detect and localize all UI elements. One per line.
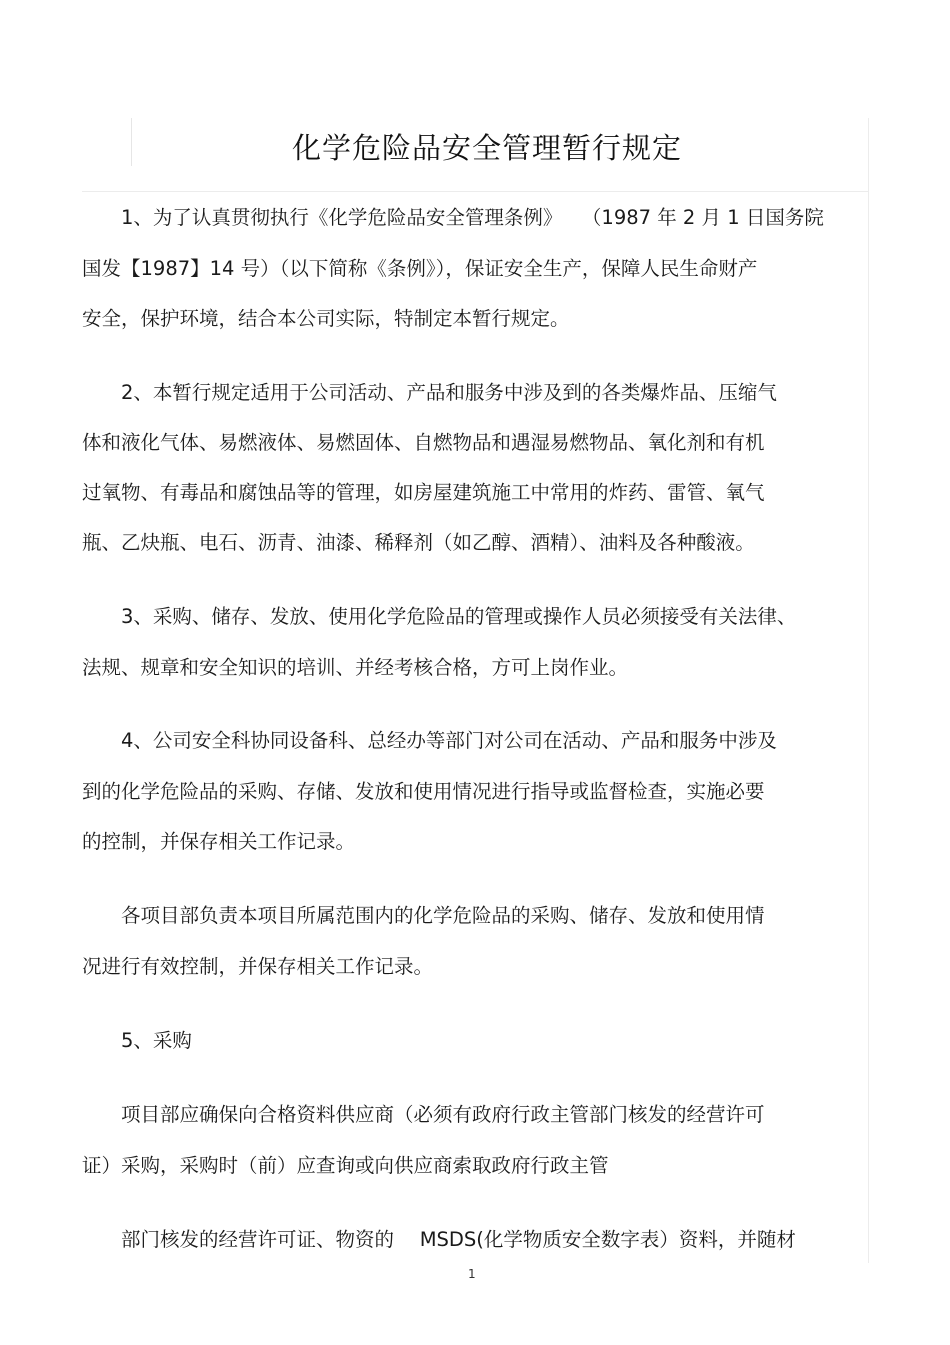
- paragraph-line: 1、为了认真贯彻执行《化学危险品安全管理条例》 （1987 年 2 月 1 日国务院: [121, 206, 824, 229]
- section-heading: 5、采购: [121, 1029, 192, 1052]
- paragraph-line: 况进行有效控制，并保存相关工作记录。: [82, 955, 434, 978]
- paragraph-line: 安全，保护环境，结合本公司实际，特制定本暂行规定。: [82, 307, 570, 330]
- paragraph-line: 4、公司安全科协同设备科、总经办等部门对公司在活动、产品和服务中涉及: [121, 729, 777, 752]
- header-left-rule: [131, 118, 132, 166]
- header-bottom-rule: [82, 191, 868, 192]
- document-title: 化学危险品安全管理暂行规定: [292, 131, 683, 165]
- paragraph-line: 项目部应确保向合格资料供应商（必须有政府行政主管部门核发的经营许可: [121, 1103, 765, 1126]
- page-number: 1: [468, 1267, 476, 1281]
- paragraph-line: 2、本暂行规定适用于公司活动、产品和服务中涉及到的各类爆炸品、压缩气: [121, 381, 777, 404]
- paragraph-line: 体和液化气体、易燃液体、易燃固体、自燃物品和遇湿易燃物品、氧化剂和有机: [82, 431, 765, 454]
- paragraph-line: 证）采购，采购时（前）应查询或向供应商索取政府行政主管: [82, 1154, 609, 1177]
- paragraph-line: 各项目部负责本项目所属范围内的化学危险品的采购、储存、发放和使用情: [121, 904, 765, 927]
- paragraph-line: 到的化学危险品的采购、存储、发放和使用情况进行指导或监督检查，实施必要: [82, 780, 765, 803]
- paragraph-line: 3、采购、储存、发放、使用化学危险品的管理或操作人员必须接受有关法律、: [121, 605, 797, 628]
- page-right-rule: [868, 118, 869, 1263]
- paragraph-line: 过氧物、有毒品和腐蚀品等的管理，如房屋建筑施工中常用的炸药、雷管、氧气: [82, 481, 765, 504]
- paragraph-line: 法规、规章和安全知识的培训、并经考核合格，方可上岗作业。: [82, 656, 629, 679]
- paragraph-line: 部门核发的经营许可证、物资的 MSDS(化学物质安全数字表）资料，并随材: [121, 1228, 796, 1251]
- paragraph-line: 瓶、乙炔瓶、电石、沥青、油漆、稀释剂（如乙醇、酒精）、油料及各种酸液。: [82, 531, 755, 554]
- paragraph-line: 的控制，并保存相关工作记录。: [82, 830, 356, 853]
- paragraph-line: 国发【1987】14 号）（以下简称《条例》），保证安全生产，保障人民生命财产: [82, 257, 758, 280]
